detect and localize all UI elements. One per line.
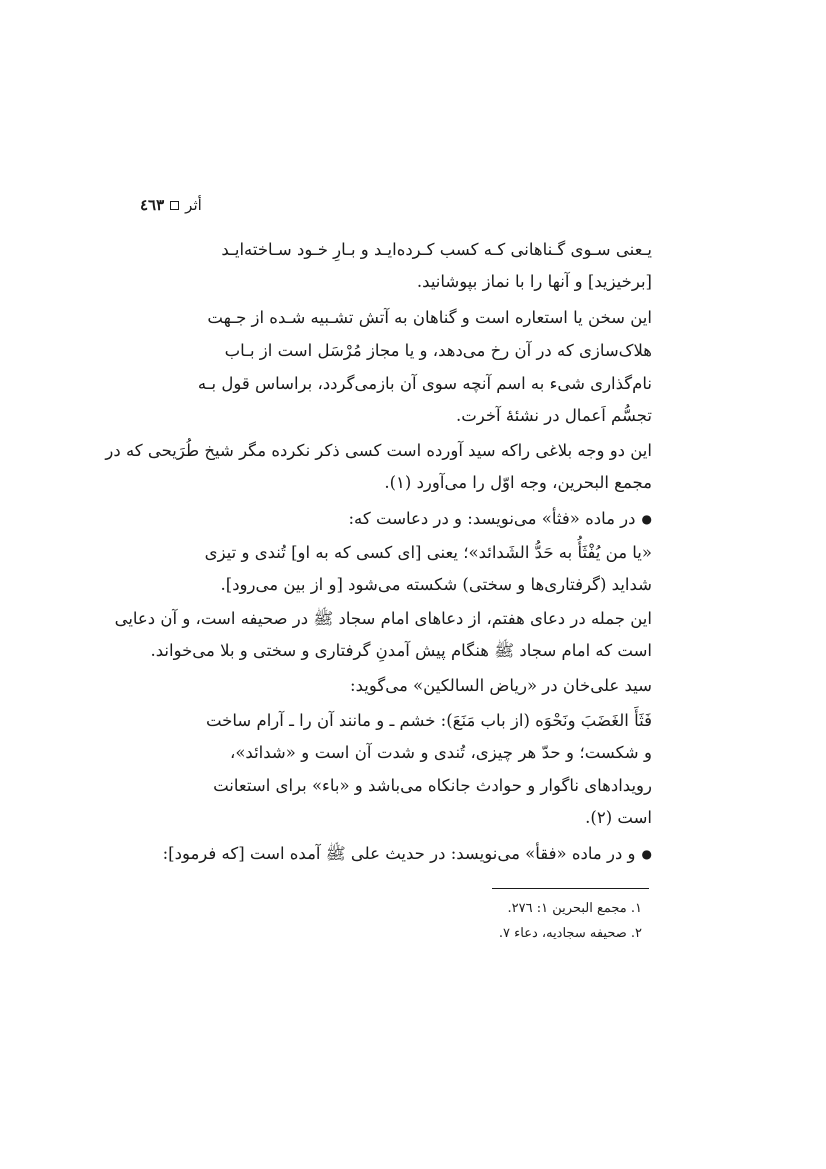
footnote-divider (492, 888, 649, 889)
body-line: [برخیزید] و آنها را با نماز بپوشانید. (416, 272, 652, 291)
quote-line: شداید (گرفتاری‌ها و سختی) شکسته می‌شود [و از بین می‌رود]. (220, 575, 652, 594)
running-title: أثر (185, 196, 202, 214)
quote-line: رویدادهای ناگوار و حوادث جانکاه می‌باشد و «باء» برای استعانت (213, 776, 652, 795)
body-line: است که امام سجاد ﷺ هنگام پیش آمدنِ گرفتاری و سختی و بلا می‌خواند. (150, 641, 652, 660)
quote-line: است (٢). (585, 808, 652, 827)
quote-line: فَثَأَ الغَضَبَ ونَحْوَه (از باب مَنَعَ): خشم ـ و مانند آن را ـ آرام ساخت (205, 711, 652, 730)
body-line: مجمع البحرین، وجه اوّل را می‌آورد (١). (384, 473, 652, 492)
body-line: نام‌گذاری شیء به اسم آنچه سوی آن بازمی‌گردد، براساس قول بـه (197, 374, 652, 393)
quote-line: «یا من یُفْثَأُ به حَدُّ الشَدائد»؛ یعنی [ای کسی که به او] تُندی و تیزی (204, 543, 652, 562)
body-line: این دو وجه بلاغی راکه سید آورده است کسی ذکر نکرده مگر شیخ طُرَیحی که در (105, 441, 652, 460)
bullet-item-text: ● و در ماده «فقأ» می‌نویسد: در حدیث علی ﷺ آمده است [که فرمود]: (163, 844, 652, 863)
body-line: هلاک‌سازی که در آن رخ می‌دهد، و یا مجاز مُرْسَل است از بـاب (224, 341, 652, 360)
body-line: یـعنی سـوی گـناهانی کـه کسب کـرده‌ایـد و بـارِ خـود سـاخته‌ایـد (221, 240, 652, 259)
page-number: ٤٦٣ (140, 196, 165, 214)
body-line: تجسُّم اَعمال در نشئهٔ آخرت. (455, 406, 652, 425)
body-line: این سخن یا استعاره است و گناهان به آتش تشـبیه شـده از جـهت (207, 308, 652, 327)
square-ornament-icon (170, 201, 179, 210)
bullet-item (349, 507, 653, 537)
footnote-1: ١. مجمع البحرین ١: ٢٧٦. (507, 901, 642, 916)
quote-line: و شکست؛ و حدّ هر چیزی، تُندی و شدت آن است و «شدائد»، (230, 743, 652, 762)
footnote-2: ٢. صحیفه سجادیه، دعاء ٧. (498, 926, 642, 941)
bullet-item (163, 842, 652, 872)
bullet-item-text: ● در ماده «فثأ» می‌نویسد: و در دعاست که: (349, 509, 653, 528)
body-line: این جمله در دعای هفتم، از دعاهای امام سجاد ﷺ در صحیفه است، و آن دعایی (114, 609, 652, 628)
page-header (140, 193, 340, 217)
body-line: سید علی‌خان در «ریاض السالکین» می‌گوید: (350, 676, 652, 695)
